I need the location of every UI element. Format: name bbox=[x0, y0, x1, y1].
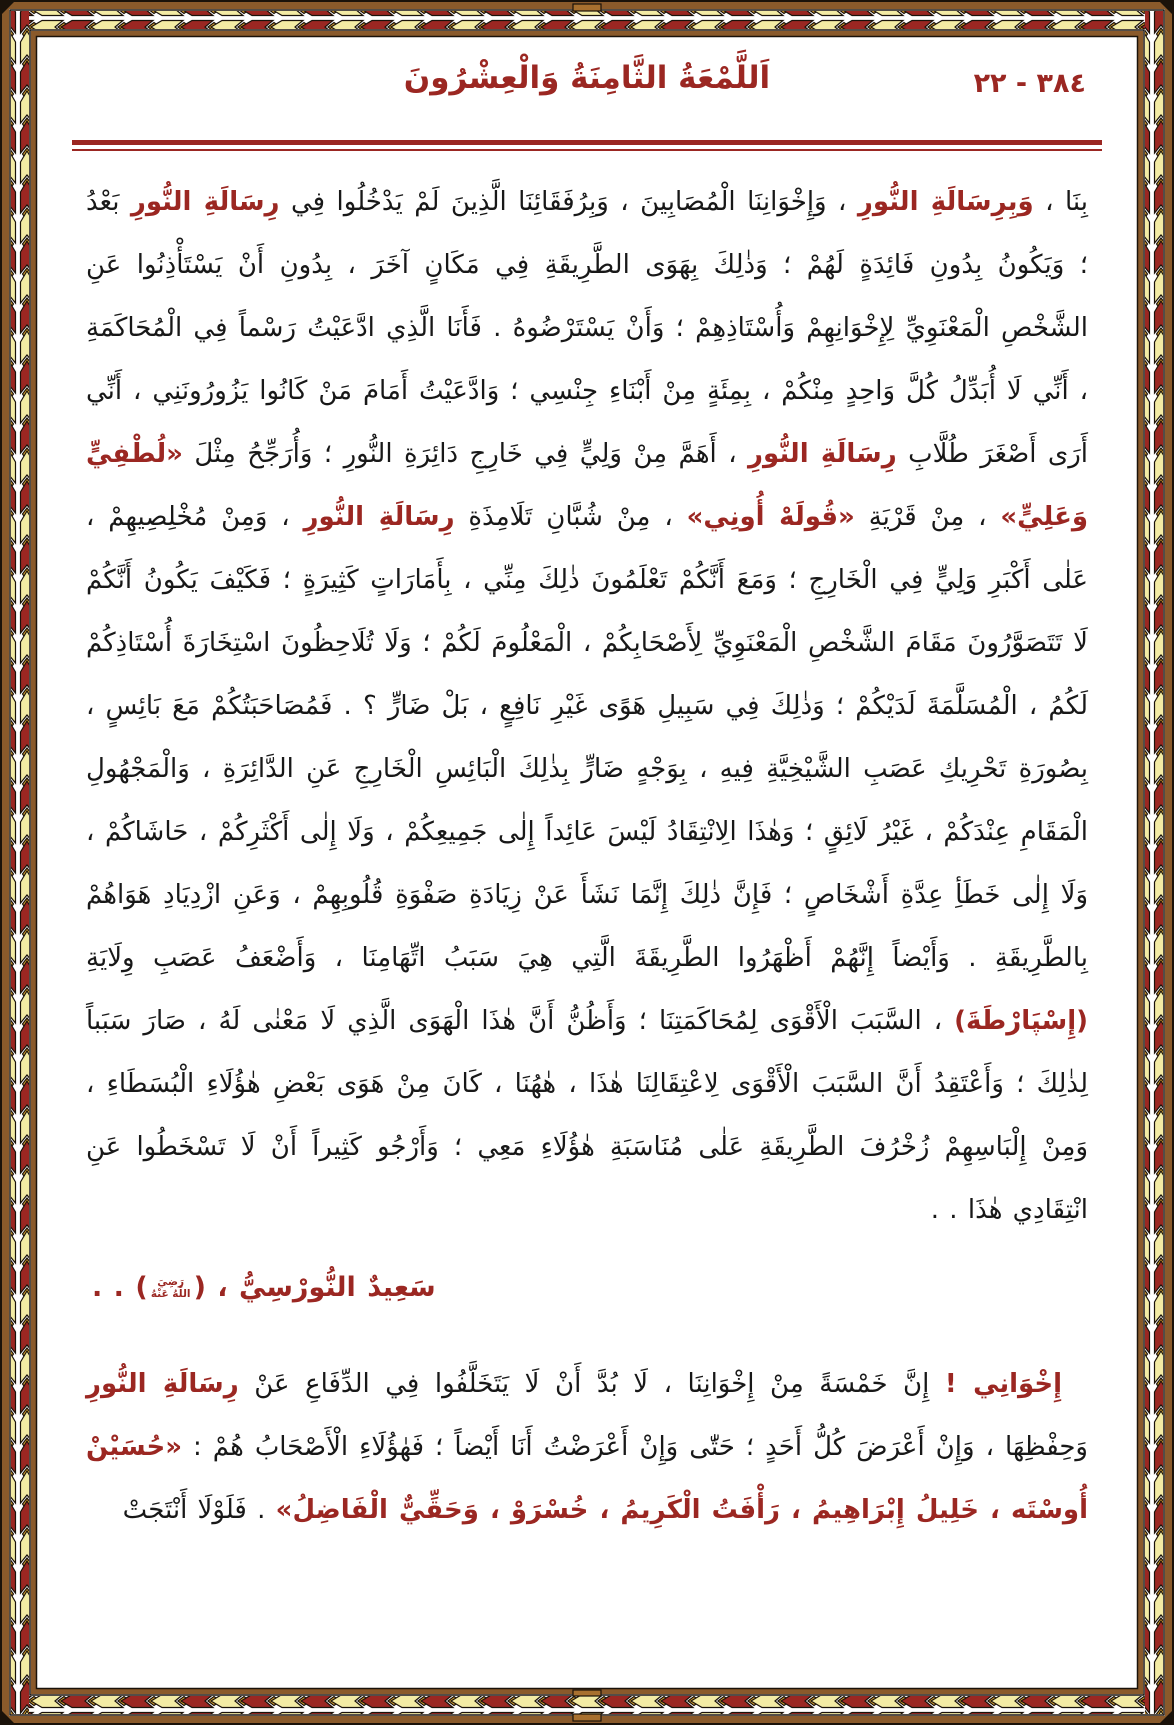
text-run: سَعِيدٌ النُّورْسِيُّ ، ( bbox=[193, 1272, 436, 1303]
header-divider bbox=[72, 140, 1102, 151]
text-run: «قُولَهْ أُونِي» bbox=[686, 502, 855, 532]
paragraph-1 bbox=[74, 171, 1089, 1242]
text-run: ، مِنْ قَرْيَةِ bbox=[854, 502, 1001, 532]
text-run: ، مِنْ شُبَّانِ تَلَامِذَةِ bbox=[454, 502, 687, 532]
text-run: ، وَمِنْ مُخْلِصِيهِمْ ، عَلٰى أَكْبَرِ وَلِيٍّ فِي الْخَارِجِ ؛ وَمَعَ أَنَّكُمْ تَعْلَمُونَ ذٰلِكَ مِنِّي ، بِأَمَارَاتٍ كَثِيرَةٍ ؛ فَكَيْفَ يَكُونُ أَنَّكُمْ لَا تَتَصَوَّرُونَ مَقَامَ الشَّخْصِ الْمَعْنَوِيِّ لِأَصْحَابِكُمْ ، الْمَعْلُومَ لَكُمْ ؛ وَلَا تُلَاحِظُونَ اسْتِخَارَةَ أُسْتَاذِكُمْ لَكُمُ ، الْمُسَلَّمَةَ لَدَيْكُمْ ؛ وَذٰلِكَ فِي سَبِيلِ هَوًى غَيْرِ نَافِعٍ ، بَلْ ضَارٍّ ؟ . فَمُصَاحَبَتُكُمْ مَعَ بَائِسٍ ، بِصُورَةِ تَحْرِيكِ عَصَبِ الشَّيْخِيَّةِ فِيهِ ، بِوَجْهٍ ضَارٍّ بِذٰلِكَ الْبَائِسِ الْخَارِجِ عَنِ الدَّائِرَةِ ، وَالْمَجْهُولِ الْمَقَامِ عِنْدَكُمْ ، غَيْرُ لَائِقٍ ؛ وَهٰذَا الِانْتِقَادُ لَيْسَ عَائِداً إِلٰى جَمِيعِكُمْ ، وَلَا إِلٰى أَكْثَرِكُمْ ، حَاشَاكُمْ ، وَلَا إِلٰى خَطَأِ عِدَّةِ أَشْخَاصٍ ؛ فَإِنَّ ذٰلِكَ إِنَّمَا نَشَأَ عَنْ زِيَادَةِ صَفْوَةِ قُلُوبِهِمْ ، وَعَنِ ازْدِيَادِ هَوَاهُمْ بِالطَّرِيقَةِ . وَأَيْضاً إِنَّهُمْ أَظْهَرُوا الطَّرِيقَةَ الَّتِي هِيَ سَبَبُ اتِّهَامِنَا ، وَأَضْعَفُ عَصَبِ وِلَايَةِ bbox=[75, 502, 1088, 973]
text-run: رِسَالَةِ النُّورِ bbox=[130, 187, 280, 217]
text-run: وَحِفْظِهَا ، وَإِنْ أَعْرَضَ كُلُّ أَحَدٍ ؛ حَتّٰى وَإِنْ أَعْرَضْتُ أَنَا أَيْضاً ؛ فَهٰؤُلَاءِ الْأَصْحَابُ هُمْ : bbox=[75, 1369, 1088, 1462]
text-run: ، السَّبَبَ الْأَقْوَى لِمُحَاكَمَتِنَا ؛ وَأَظُنُّ أَنَّ هٰذَا الْهَوَى الَّذِي لَا مَعْنٰى لَهُ ، صَارَ سَبَباً لِذٰلِكَ ؛ وَأَعْتَقِدُ أَنَّ السَّبَبَ الْأَقْوَى لِاعْتِقَالِنَا هٰذَا ، هٰهُنَا ، كَانَ مِنْ هَوَى بَعْضِ هٰؤُلَاءِ الْبُسَطَاءِ ، وَمِنْ إِلْبَاسِهِمْ زُخْرُفَ الطَّرِيقَةِ عَلٰى مُنَاسَبَةِ هٰؤُلَاءِ مَعِي ؛ وَأَرْجُو كَثِيراً أَنْ لَا تَسْخَطُوا عَنِ انْتِقَادِي هٰذَا . . bbox=[75, 1006, 1088, 1225]
page-header bbox=[86, 58, 1088, 130]
signature bbox=[86, 1256, 1088, 1319]
page-content bbox=[38, 38, 1136, 1687]
page-title: اَللَّمْعَةُ الثَّامِنَةُ وَالْعِشْرُونَ bbox=[403, 60, 771, 96]
text-run: رِسَالَةِ النُّورِ bbox=[748, 439, 897, 469]
text-run: (إِسْپَارْطَةَ) bbox=[954, 1006, 1088, 1036]
body-text bbox=[74, 171, 1089, 1542]
paragraph-2 bbox=[74, 1353, 1088, 1542]
text-run: بَعْدُ ؛ وَيَكُونُ بِدُونِ فَائِدَةٍ لَهُمْ ؛ وَذٰلِكَ بِهَوَى الطَّرِيقَةِ فِي مَكَانٍ آخَرَ ، بِدُونِ أَنْ يَسْتَأْذِنُوا عَنِ الشَّخْصِ الْمَعْنَوِيِّ لِإِخْوَانِهِمْ وَأُسْتَاذِهِمْ ؛ وَأَنْ يَسْتَرْضُوهُ . فَأَنَا الَّذِي ادَّعَيْتُ رَسْماً فِي الْمُحَاكَمَةِ ، أَنِّي لَا أُبَدِّلُ كُلَّ وَاحِدٍ مِنْكُمْ ، بِمِئَةٍ مِنْ أَبْنَاءِ جِنْسِي ؛ وَادَّعَيْتُ أَمَامَ مَنْ كَانُوا يَزُورُونَنِي ، أَنِّي أَرَى أَصْغَرَ طُلَّابِ bbox=[75, 187, 1089, 469]
text-run: إِنَّ خَمْسَةً مِنْ إِخْوَانِنَا ، لَا بُدَّ أَنْ لَا يَتَخَلَّفُوا فِي الدِّفَاعِ عَنْ bbox=[238, 1369, 945, 1399]
text-run: وَبِرِسَالَةِ النُّورِ bbox=[857, 187, 1034, 217]
text-run: «حُسَيْنْ أُوسْتَه ، خَلِيلُ إِبْرَاهِيمُ ، رَأْفَتُ الْكَرِيمُ ، خُسْرَوْ ، وَحَقِّيٌّ الْفَاضِلُ» bbox=[74, 1432, 1088, 1525]
text-run: رِسَالَةِ النُّورِ bbox=[303, 502, 455, 532]
text-run: رِسَالَةِ النُّورِ bbox=[86, 1369, 239, 1399]
text-run: إِخْوَانِي ! bbox=[944, 1369, 1063, 1399]
text-run: . فَلَوْلَا أَنْتَجَتْ bbox=[122, 1495, 276, 1525]
signature-seal: رَضِيَ اللّٰهُ عَنْهُ bbox=[150, 1275, 191, 1300]
text-run: ، وَإِخْوَانِنَا الْمُصَابِينَ ، وَبِرُفَقَائِنَا الَّذِينَ لَمْ يَدْخُلُوا فِي bbox=[279, 187, 858, 217]
text-run: ) . . bbox=[92, 1272, 148, 1303]
divider-thin-line bbox=[72, 149, 1102, 151]
text-run: ، أَهَمَّ مِنْ وَلِيٍّ فِي خَارِجِ دَائِرَةِ النُّورِ ؛ وَأُرَجِّحُ مِثْلَ bbox=[182, 439, 749, 469]
page-number: ٣٨٤ - ٢٢ bbox=[973, 68, 1086, 99]
text-run: «لُطْفِيٍّ وَعَلِيٍّ» bbox=[74, 439, 1089, 532]
text-run: بِنَا ، bbox=[1033, 187, 1088, 217]
